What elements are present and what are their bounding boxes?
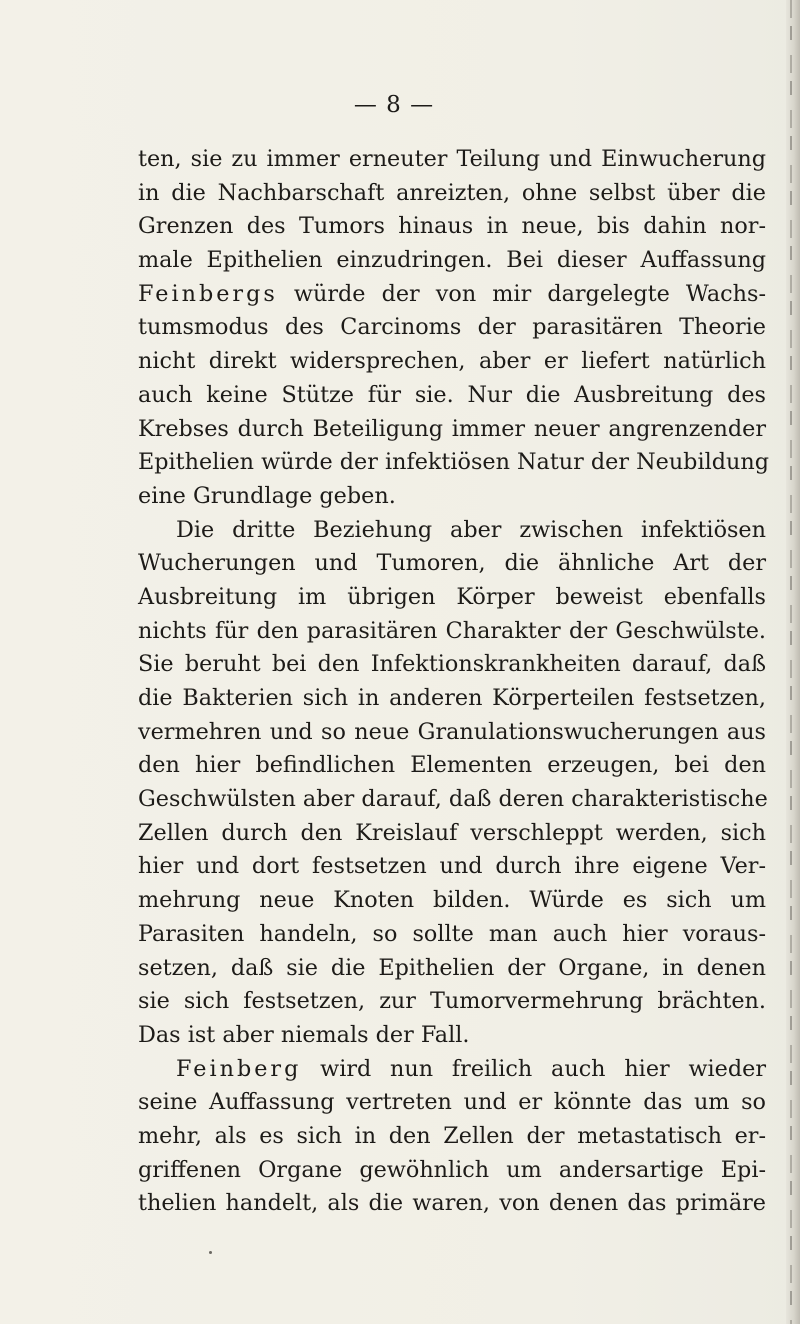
text-line: Wucherungen und Tumoren, die ähnliche Art der xyxy=(138,550,766,577)
text-line: vermehren und so neue Granulationswucherungen aus xyxy=(138,718,766,745)
text-line: hier und dort festsetzen und durch ihre eigene Ver- xyxy=(138,853,766,880)
text-line: Das ist aber niemals der Fall. xyxy=(138,1021,470,1048)
text-line xyxy=(138,278,766,312)
text-line: Krebses durch Beteiligung immer neuer angrenzender xyxy=(138,415,766,442)
text-line: in die Nachbarschaft anreizten, ohne selbst über die xyxy=(138,179,766,206)
text-line xyxy=(138,1053,766,1087)
paragraph-1 xyxy=(138,143,769,514)
text-line: Sie beruht bei den Infektionskrankheiten darauf, daß xyxy=(138,651,766,678)
print-speck xyxy=(209,1251,212,1254)
line-rest: würde der von mir dargelegte Wachs- xyxy=(277,280,766,307)
text-line: Grenzen des Tumors hinaus in neue, bis dahin nor- xyxy=(138,213,766,240)
text-line: thelien handelt, als die waren, von denen das primäre xyxy=(138,1190,766,1217)
text-line: den hier befindlichen Elementen erzeugen, bei den xyxy=(138,752,766,779)
text-line: mehr, als es sich in den Zellen der metastatisch er- xyxy=(138,1122,766,1149)
text-line: eine Grundlage geben. xyxy=(138,482,396,509)
text-line: Zellen durch den Kreislauf verschleppt werden, sich xyxy=(138,819,766,846)
text-line: Epithelien würde der infektiösen Natur der Neubildung xyxy=(138,449,769,476)
text-line: die Bakterien sich in anderen Körperteilen festsetzen, xyxy=(138,685,766,711)
text-line: tumsmodus des Carcinoms der parasitären Theorie xyxy=(138,314,766,341)
text-line: male Epithelien einzudringen. Bei dieser Auffassung xyxy=(138,247,766,274)
text-line: Die dritte Beziehung aber zwischen infektiösen xyxy=(176,516,766,543)
text-line: griffenen Organe gewöhnlich um andersartige Epi- xyxy=(138,1156,766,1183)
text-line: mehrung neue Knoten bilden. Würde es sich um xyxy=(138,887,766,914)
body-text xyxy=(138,143,769,1221)
text-line: seine Auffassung vertreten und er könnte das um so xyxy=(138,1089,766,1116)
text-line: auch keine Stütze für sie. Nur die Ausbreitung des xyxy=(138,381,766,408)
text-line: nicht direkt widersprechen, aber er liefert natürlich xyxy=(138,348,766,375)
paragraph-2 xyxy=(138,514,766,1053)
text-line: ten, sie zu immer erneuter Teilung und Einwucherung xyxy=(138,146,766,172)
text-line: Parasiten handeln, so sollte man auch hier voraus- xyxy=(138,920,766,947)
page-edge xyxy=(786,0,800,1324)
line-rest: wird nun freilich auch hier wieder xyxy=(301,1055,766,1082)
text-line: Ausbreitung im übrigen Körper beweist ebenfalls xyxy=(138,583,766,610)
page-number: — 8 — xyxy=(353,92,435,118)
text-line: sie sich festsetzen, zur Tumorvermehrung brächten. xyxy=(138,988,766,1015)
text-line: setzen, daß sie die Epithelien der Organe, in denen xyxy=(138,954,766,981)
paragraph-3 xyxy=(138,1053,766,1221)
text-line: nichts für den parasitären Charakter der Geschwülste. xyxy=(138,617,766,644)
author-name-spaced: Feinbergs xyxy=(138,280,278,307)
text-line: Geschwülsten aber darauf, daß deren charakteristische xyxy=(138,786,768,813)
author-name-spaced: Feinberg xyxy=(176,1055,302,1082)
